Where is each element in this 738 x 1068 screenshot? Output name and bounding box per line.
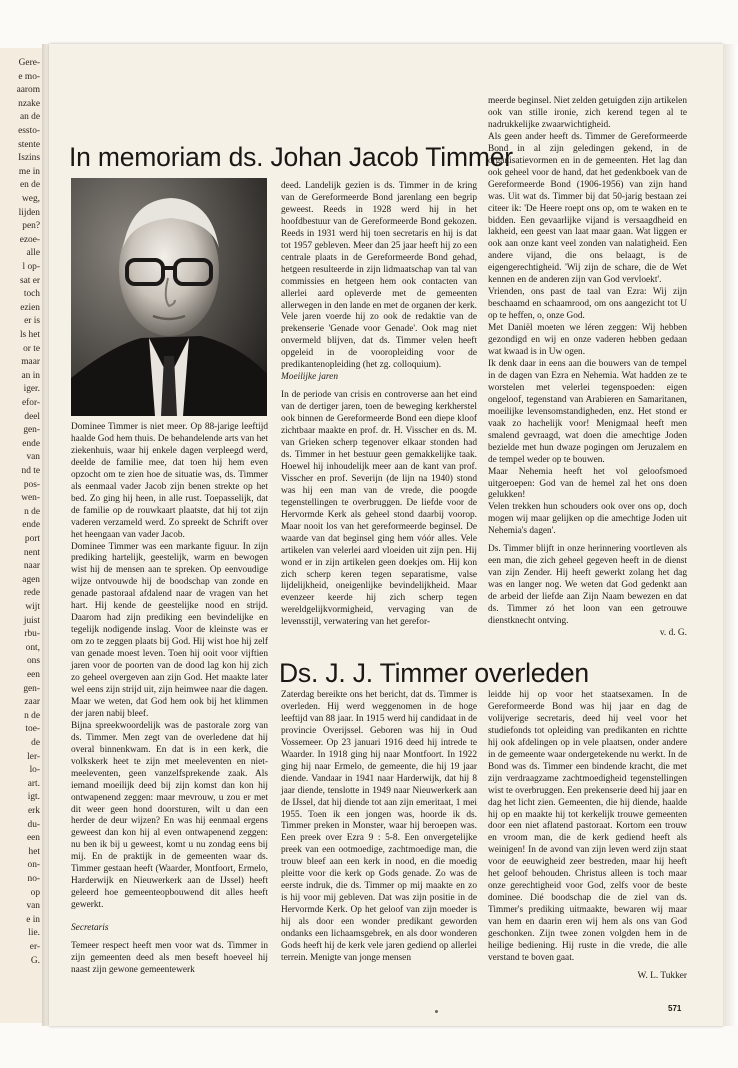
previous-page-fragment: op <box>30 887 40 898</box>
previous-page-fragment: het <box>28 846 40 857</box>
previous-page-fragment: igt. <box>27 792 40 803</box>
previous-page-fragment: art. <box>27 778 40 789</box>
subheading-secretaris: Secretaris <box>71 923 109 934</box>
previous-page-fragment: ezien <box>20 302 40 313</box>
article1-column-right <box>488 96 687 640</box>
previous-page-fragment: gen- <box>23 425 40 436</box>
page-number: 571 <box>668 1004 682 1013</box>
previous-page-fragment: nent <box>23 547 40 558</box>
previous-page-fragment: een <box>26 670 40 680</box>
previous-page-fragment: lijden <box>18 207 40 218</box>
previous-page-fragment: zaar <box>24 697 40 708</box>
article1-column-middle <box>281 181 477 629</box>
article1-middle-paragraph: deed. Landelijk gezien is ds. Timmer in de kring van de Gereformeerde Bond jarenlang een begrip geweest. Reeds in 1928 werd hij in het hoofdbestuur van de Gereformeerde Bond gekozen. Reeds in 1931 werd hij toen secretaris en hij is dat tot 1957 gebleven. Meer dan 25 jaar heeft hij zo een centrale plaats in de Gereformeerde Bond gehad, hetgeen resulteerde in zijn lidmaatschap van tal van commissies en hetgeen hem ook contacten van allerlei aard opleverde met de gemeenten allerwegen in den lande en met de organen der kerk. Vele jaren voerde hij zo ook de redaktie van de prekenserie 'Genade voor Genade'. Ook mag niet onvermeld blijven, dat ds. Timmer velen heeft opgeleid in de vooropleiding voor de predikantenopleiding (het zg. colloquium). <box>281 181 477 371</box>
article-title-in-memoriam: In memoriam ds. Johan Jacob Timmer <box>69 142 513 172</box>
previous-page-fragment: wen- <box>21 493 40 504</box>
previous-page-fragment: du- <box>27 819 40 830</box>
portrait-photo <box>71 178 267 416</box>
previous-page-fragment: rede <box>23 588 40 599</box>
previous-page-fragment: Gere- <box>18 58 40 68</box>
previous-page-fragment: een <box>26 833 40 844</box>
previous-page-fragment: l op- <box>22 262 40 272</box>
article1-right-paragraph: Met Daniël moeten we léren zeggen: Wij hebben gezondigd en wij en onze vaderen hebben gedaan wat kwaad is in Uw ogen. <box>488 323 687 358</box>
previous-page-fragment: no- <box>27 874 40 884</box>
previous-page-fragment: de <box>31 738 40 748</box>
portrait-illustration <box>71 178 267 416</box>
previous-page-fragment: aarom <box>16 85 40 96</box>
article1-right-tail: Ds. Timmer blijft in onze herinnering voortleven als een man, die zich geheel gegeven heeft in de dienst van zijn Zender. Hij heeft gewerkt zolang het dag was en langer nog. We weten dat God gedenkt aan de arbeid der liefde aan Zijn Naam bewezen en dat ds. Timmer zó het loon van een getrouwe dienstknecht ontving. <box>488 544 687 626</box>
article2-body-left: Zaterdag bereikte ons het bericht, dat ds. Timmer is overleden. Hij werd weggenomen in de hoge leeftijd van 88 jaar. In 1915 werd hij candidaat in de provincie Overijssel. Geboren was hij in Oud Vossemeer. Op 23 januari 1916 deed hij intrede te Waarder. In 1918 ging hij naar Montfoort. In 1922 ging hij naar Ermelo, de gemeente, die hij 19 jaar diende. Vandaar in 1941 naar Harderwijk, dat hij 8 jaar diende, tenslotte in 1949 naar Nieuwerkerk aan de IJssel, dat hij diende tot aan zijn emeritaat, 1 mei 1955. Toen ik een jongen was, hoorde ik ds. Timmer preken in Monster, waar hij beroepen was. Een preek over Ezra 9 : 5-8. Een onvergetelijke preek van een ootmoedige, zachtmoedige man, die trouw bleef aan een kerk in nood, en die moedig pleitte voor die kerk op Gods genade. Zo was de eerste indruk, die ds. Timmer op mij maakte en zo is hij voor mij gebleven. Dat was zijn positie in de Hervormde Kerk. Op het geloof van zijn moeder is hij als door een wonder predikant geworden ondanks een lichaamsgebrek, en als door wonderen Gods heeft hij de kerk vele jaren gediend op allerlei terrein. Menigte van jonge mensen <box>281 690 477 963</box>
previous-page-edge <box>0 48 42 1023</box>
article-title-overleden: Ds. J. J. Timmer overleden <box>279 658 589 688</box>
subheading-moeilijke-jaren: Moeilijke jaren <box>281 372 338 383</box>
previous-page-fragment: van <box>26 452 40 463</box>
previous-page-fragment: gen- <box>23 683 40 694</box>
previous-page-fragment: erk <box>28 806 40 816</box>
previous-page-fragment: port <box>24 534 40 544</box>
previous-page-fragment: e mo- <box>18 71 40 82</box>
previous-page-fragment: juist <box>23 615 40 626</box>
previous-page-fragment: ons <box>26 656 40 667</box>
previous-page-fragment: or te <box>23 343 40 354</box>
article1-right-paragraph: Vrienden, ons past de taal van Ezra: Wij zijn beschaamd en schaamrood, om ons aangezicht tot U op te heffen, o, onze God. <box>488 287 687 322</box>
previous-page-fragment: pen? <box>22 221 40 232</box>
previous-page-fragment: toch <box>23 289 40 300</box>
previous-page-fragment: nzake <box>18 98 40 109</box>
article2-body-right: leidde hij op voor het staatsexamen. In de Gereformeerde Bond was hij jaar en dag de volijverige secretaris, deed hij veel voor het studiefonds tot opleiding van predikanten en richtte hij ook afdelingen op in vele plaatsen, onder andere in de gemeente waar ondergetekende nu werkt. In de Bond was ds. Timmer een bindende kracht, die met zijn verdraagzame zachtmoedigheid tegenstellingen wist te overbruggen. Een prekenserie deed hij jaar en dag het licht zien. Gemeenten, die hij diende, haalde hij op en maakte hij tot kerkelijk trouwe gemeenten door een niet aflatend pastoraat. Kortom een trouw en vroom man, die de kerk gediend heeft als weinigen! In de avond van zijn leven werd zijn staat voor de eeuwigheid zeer bestreden, maar hij heeft het geloof behouden. Christus alleen is toch maar onze gerechtigheid voor God, zelfs voor de beste dominee. Dié boodschap die de ziel van ds. Timmer's prediking uitmaakte, bewaren wij maar van hem en daarin eren wij hem als ons van God geschonken. Zijn twee zonen volgden hem in de heilige bediening. Hij ruste in die vrede, die alle verstand te boven gaat. <box>488 690 687 963</box>
previous-page-fragment: e in <box>26 914 40 925</box>
previous-page-fragment: Iszins <box>18 153 40 164</box>
previous-page-fragment: essto- <box>18 126 40 136</box>
ornament-dot <box>435 1010 438 1013</box>
previous-page-fragment: toe- <box>25 724 40 735</box>
previous-page-fragment: n de <box>24 506 40 517</box>
previous-page-fragment: wijt <box>25 602 40 612</box>
previous-page-fragment: n de <box>24 710 40 721</box>
previous-page-fragment: rbu- <box>24 629 40 640</box>
previous-page-fragment: agen <box>22 574 40 585</box>
previous-page-fragment: me in <box>18 166 40 177</box>
article2-column-right <box>488 690 687 983</box>
previous-page-fragment: alle <box>26 248 40 259</box>
previous-page-fragment: er- <box>29 942 40 952</box>
previous-page-fragment: ende <box>22 438 40 449</box>
article1-right-paragraph: Als geen ander heeft ds. Timmer de Gereformeerde Bond in al zijn geledingen gekend, in de organisatievormen en in de gemeenten. Het lag dan ook geheel voor de hand, dat het gedenkboek van de Gereformeerde Bond (1906-1956) van zijn hand was. Uit wat ds. Timmer bij dat 50-jarig bestaan zei citeer ik: 'De Heere roept ons op, om te waken en te bidden. Een gevaarlijke vijand is versaagdheid en lakheid, een geest van laat maar gaan. Wat liggen er ook aan onze kant veel zonden van nalatigheid. Een andere vijand, die ons belaagt, is de eigengerechtigheid. 'Wij zijn de schare, die de Wet kennen en de anderen zijn van God vervloekt'. <box>488 131 687 286</box>
previous-page-fragment: ezoe- <box>19 234 40 245</box>
previous-page-fragment: sat er <box>19 275 40 286</box>
previous-page-fragment: ls het <box>19 330 40 340</box>
article1-middle-paragraph: In de periode van crisis en controverse aan het eind van de dertiger jaren, toen de beweging kerkherstel ook binnen de Gereformeerde Bond een diepe kloof zichtbaar maakte en prof. dr. H. Visscher en ds. M. van Grieken scherp tegenover elkaar stonden had ds. Timmer in het bestuur geen gemakkelijke taak. Hoewel hij inhoudelijk meer aan de kant van prof. Visscher en prof. Severijn (de lijn na 1940) stond was hij een man van de vrede, die poogde tegenstellingen te overbruggen. De liefde voor de Hervormde Kerk als geheel stond daarbij voorop. Maar nooit los van het gereformeerde beginsel. De waarde van dat beginsel ging hem vóór alles. Vele artikelen van velerlei aard vloeiden uit zijn pen. Hij wond er in zijn artikelen geen doekjes om. Hij kon zich scherp keren tegen separatisme, valse lijdelijkheid, oneigenlijke bevindelijkheid. Maar evenzeer keerde hij zich scherp tegen wereldgelijkvormigheid, vervaging van de levensstijl, verwatering van het gerefor- <box>281 390 477 628</box>
previous-page-fragment: van <box>26 901 40 912</box>
article1-left-paragraph: Dominee Timmer is niet meer. Op 88-jarige leeftijd haalde God hem thuis. De behandelende arts van het ziekenhuis, waar hij enkele dagen verpleegd werd, deelde de familie mee, dat toen hij hem even opzocht om te zien hoe de situatie was, ds. Timmer als eenmaal vader Jacob zijn benen strekte op het bed. Zo ging hij heen, in alle rust. Toepasselijk, dat de familie op de rouwkaart plaatste, dat hij tot zijn vaderen verzameld werd. Zo spreekt de Schrift over het heengaan van vader Jacob. <box>71 422 268 540</box>
previous-page-fragment: ende <box>22 520 40 531</box>
article2-column-left <box>281 690 477 965</box>
page-edge-right <box>723 44 738 1026</box>
previous-page-fragment: an de <box>19 112 40 123</box>
previous-page-fragment: pos- <box>23 479 40 490</box>
article1-right-paragraph: Velen trekken hun schouders ook over ons op, doch mogen wij maar gelijken op die amechtige Joden uit Nehemia's dagen'. <box>488 502 687 537</box>
previous-page-fragment: an in <box>21 370 40 381</box>
previous-page-fragment: lie. <box>28 928 40 939</box>
previous-page-fragment: nd te <box>21 466 40 476</box>
article1-left-paragraph: Dominee Timmer was een markante figuur. In zijn prediking hartelijk, geestelijk, warm en bewogen wist hij de mensen aan te spreken. Op eenvoudige wijze ontvouwde hij de boodschap van zonde en genade pastoraal afdalend naar de vragen van het hart. Hij kende de geestelijke nood en strijd. Daarom had zijn prediking een bevindelijke en tegelijk nodigende inslag. Voor de kleinste was er om zo te zeggen plaats bij God. Hij wist hoe hij zelf van genade moest leven. Toen hij ooit voor vijftien jaren voor de poorten van de dood lag kon hij zich zo geheel overgeven aan zijn God. Het maakte later wel eens zijn strijd uit, zijn heimwee naar die dagen. Maar we weten, dat God hem ook bij het klimmen der jaren nabij bleef. <box>71 541 268 719</box>
previous-page-fragment: weg, <box>22 194 40 204</box>
article1-column-left <box>71 422 268 977</box>
previous-page-fragment: stente <box>18 139 40 150</box>
previous-page-fragment: G. <box>30 955 40 966</box>
previous-page-fragment: maar <box>21 357 40 368</box>
article1-left-paragraph: Bijna spreekwoordelijk was de pastorale zorg van ds. Timmer. Men zegt van de overledene dat hij overal binnenkwam. En dat is in een kerk, die volkskerk heet te zijn met meeleventen en niet-meeleventen, geen vanzelfsprekende zaak. Als iemand moeilijk deed bij zijn komst dan kon hij ontwapenend zeggen: maar mevrouw, u zou er met dit weer geen hond doorsturen, wilt u dan een herder de deur wijzen? En was hij eenmaal ergens geweest dan kon hij al even ontwapenend zeggen: nu ben ik bij u geweest, komt u nu zondag eens bij mij. En de praktijk in de gemeenten waar ds. Timmer gestaan heeft (Waarder, Montfoort, Ermelo, Harderwijk en Nieuwerkerk aan de IJssel) heeft geleerd hoe gemeenteopbouwend dit alles heeft gewerkt. <box>71 720 268 911</box>
previous-page-fragment: ler- <box>27 751 40 762</box>
previous-page-fragment: deel <box>24 411 40 422</box>
previous-page-fragment: iger. <box>23 384 40 395</box>
previous-page-fragment: naar <box>23 561 40 572</box>
article1-right-paragraph: Ik denk daar in eens aan die bouwers van de tempel in de dagen van Ezra en Nehemia. Wat hadden ze te worstelen met velerlei tegenspoeden: eigen ongeloof, tegenstand van Arabieren en Samaritanen, moeilijke levensomstandigheden, enz. Het stond er vaak zo hachelijk voor! Menigmaal heeft men smalend gevraagd, wat doen die amechtige Joden bezielde met hun dwaze pogingen om Jeruzalem en de tempel weder op te bouwen. <box>488 358 687 465</box>
previous-page-fragment: en de <box>19 180 40 191</box>
previous-page-fragment: ont, <box>25 642 40 653</box>
article1-right-paragraph: Maar Nehemia heeft het vol geloofsmoed uitgeroepen: God van de hemel zal het ons doen gelukken! <box>488 466 687 501</box>
signature-tukker: W. L. Tukker <box>637 970 687 981</box>
signature-vdg: v. d. G. <box>659 627 687 638</box>
previous-page-fragment: on- <box>27 860 40 871</box>
previous-page-fragment: er is <box>24 316 40 327</box>
article1-right-paragraph: meerde beginsel. Niet zelden getuigden zijn artikelen ook van stille ironie, zich kerend tegen al te nadrukkelijke zwaarwichtigheid. <box>488 96 687 130</box>
article1-left-tail: Temeer respect heeft men voor wat ds. Timmer in zijn gemeenten deed als men beseft hoeveel hij naast zijn gewone gemeentewerk <box>71 941 268 975</box>
previous-page-fragment: efor- <box>21 398 40 408</box>
previous-page-fragment: lo- <box>29 765 40 776</box>
